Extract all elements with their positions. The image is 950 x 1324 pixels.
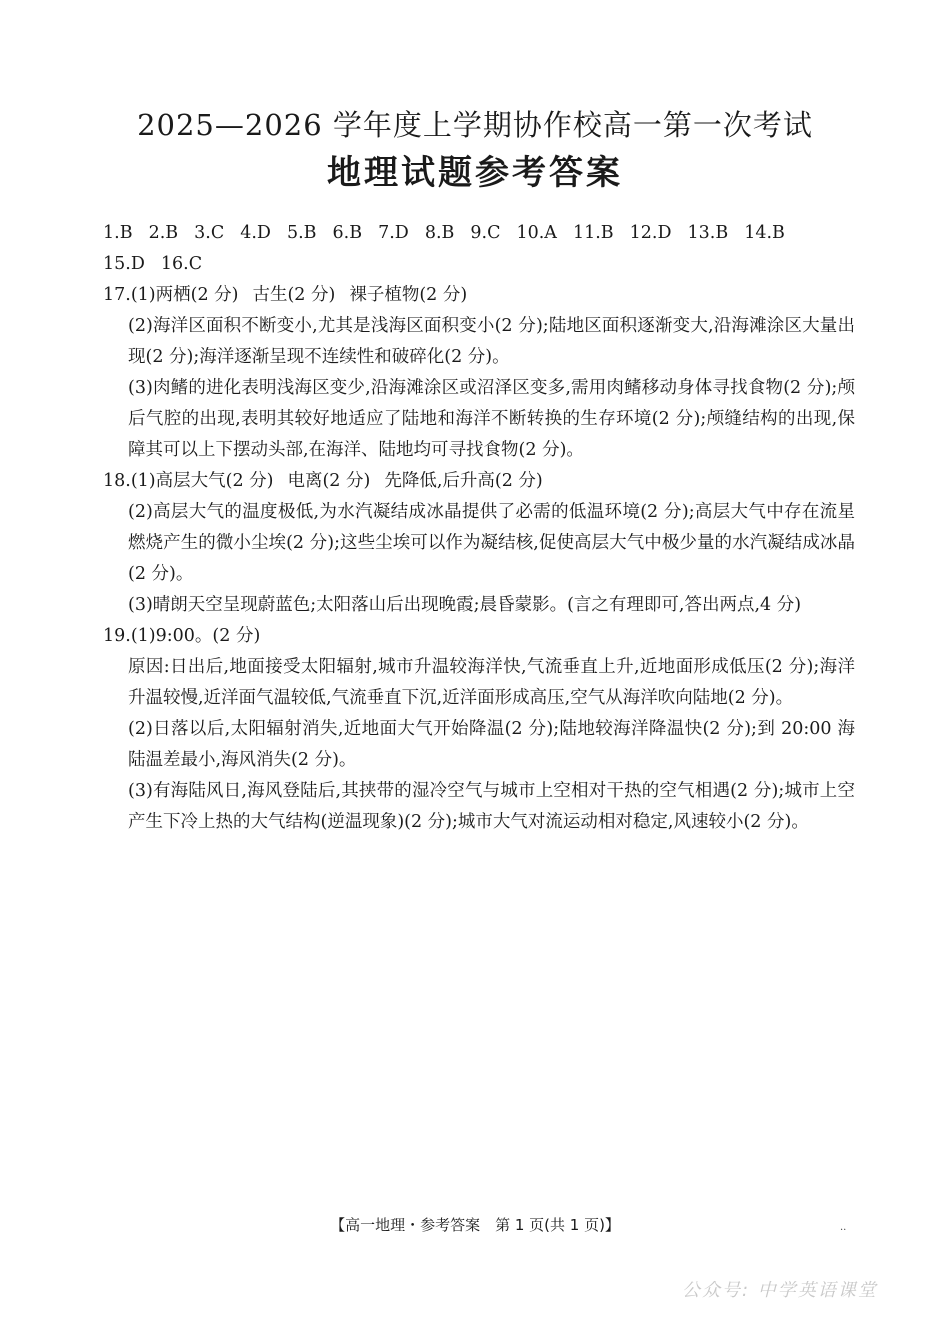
mc-answer: 10.A	[516, 223, 557, 243]
q17-number: 17.	[103, 285, 131, 305]
q18-number: 18.	[103, 471, 131, 491]
document-title: 地理试题参考答案	[327, 153, 623, 193]
mc-answer: 13.B	[687, 223, 729, 243]
mc-answer: 15.D	[103, 254, 145, 274]
mc-answer: 6.B	[332, 223, 363, 243]
q17-part1	[103, 280, 855, 311]
q19-part1	[103, 621, 855, 652]
mc-answer: 3.C	[194, 223, 225, 243]
q17-answer-1c: 裸子植物(2 分)	[349, 285, 468, 305]
mc-answer: 8.B	[424, 223, 455, 243]
answer-content	[103, 218, 855, 838]
exam-title: 2025—2026 学年度上学期协作校高一第一次考试	[137, 108, 813, 142]
mc-answers-row-2	[103, 249, 855, 280]
mc-answer: 14.B	[744, 223, 785, 243]
q18-answer-1c: 先降低,后升高(2 分)	[384, 471, 543, 491]
corner-mark: ..	[840, 1222, 847, 1233]
mc-answer: 11.B	[572, 223, 614, 243]
q18-part3: (3)晴朗天空呈现蔚蓝色;太阳落山后出现晚霞;晨昏蒙影。(言之有理即可,答出两点,4 分)	[128, 595, 802, 615]
q18-part1	[103, 466, 855, 497]
mc-answer: 9.C	[470, 223, 501, 243]
mc-answers-row-1	[103, 218, 855, 249]
page-footer: 【高一地理・参考答案 第 1 页(共 1 页)】	[330, 1216, 620, 1234]
mc-answer: 5.B	[286, 223, 317, 243]
q18-part2: (2)高层大气的温度极低,为水汽凝结成冰晶提供了必需的低温环境(2 分);高层大气中存在流星燃烧产生的微小尘埃(2 分);这些尘埃可以作为凝结核,促使高层大气中极少量的水汽凝结成冰晶(2 分)。	[128, 502, 855, 584]
mc-answer: 12.D	[629, 223, 672, 243]
q17-answer-1b: 古生(2 分)	[252, 285, 336, 305]
mc-answer: 4.D	[240, 223, 271, 243]
mc-answer: 7.D	[378, 223, 409, 243]
q19-answer-1: (1)9:00。(2 分)	[130, 626, 261, 646]
mc-answer: 1.B	[103, 223, 133, 243]
q19-number: 19.	[103, 626, 131, 646]
q17-part2: (2)海洋区面积不断变小,尤其是浅海区面积变小(2 分);陆地区面积逐渐变大,沿海滩涂区大量出现(2 分);海洋逐渐呈现不连续性和破碎化(2 分)。	[128, 316, 855, 367]
q19-part2: (2)日落以后,太阳辐射消失,近地面大气开始降温(2 分);陆地较海洋降温快(2 分);到 20:00 海陆温差最小,海风消失(2 分)。	[128, 719, 855, 770]
q17-answer-1a: (1)两栖(2 分)	[130, 285, 239, 305]
q17-part3: (3)肉鳍的进化表明浅海区变少,沿海滩涂区或沼泽区变多,需用肉鳍移动身体寻找食物(2 分);颅后气腔的出现,表明其较好地适应了陆地和海洋不断转换的生存环境(2 分);颅缝结构的出现,保障其可以上下摆动头部,在海洋、陆地均可寻找食物(2 分)。	[128, 378, 855, 460]
q18-answer-1a: (1)高层大气(2 分)	[130, 471, 274, 491]
mc-answer: 2.B	[148, 223, 179, 243]
q19-part1-reason: 原因:日出后,地面接受太阳辐射,城市升温较海洋快,气流垂直上升,近地面形成低压(2 分);海洋升温较慢,近洋面气温较低,气流垂直下沉,近洋面形成高压,空气从海洋吹向陆地(2 分)。	[128, 657, 855, 708]
q19-part3: (3)有海陆风日,海风登陆后,其挟带的湿冷空气与城市上空相对干热的空气相遇(2 分);城市上空产生下冷上热的大气结构(逆温现象)(2 分);城市大气对流运动相对稳定,风速较小(2 分)。	[128, 781, 855, 832]
q18-answer-1b: 电离(2 分)	[287, 471, 371, 491]
watermark: 公众号: 中学英语课堂	[682, 1280, 878, 1301]
mc-answer: 16.C	[160, 254, 203, 274]
